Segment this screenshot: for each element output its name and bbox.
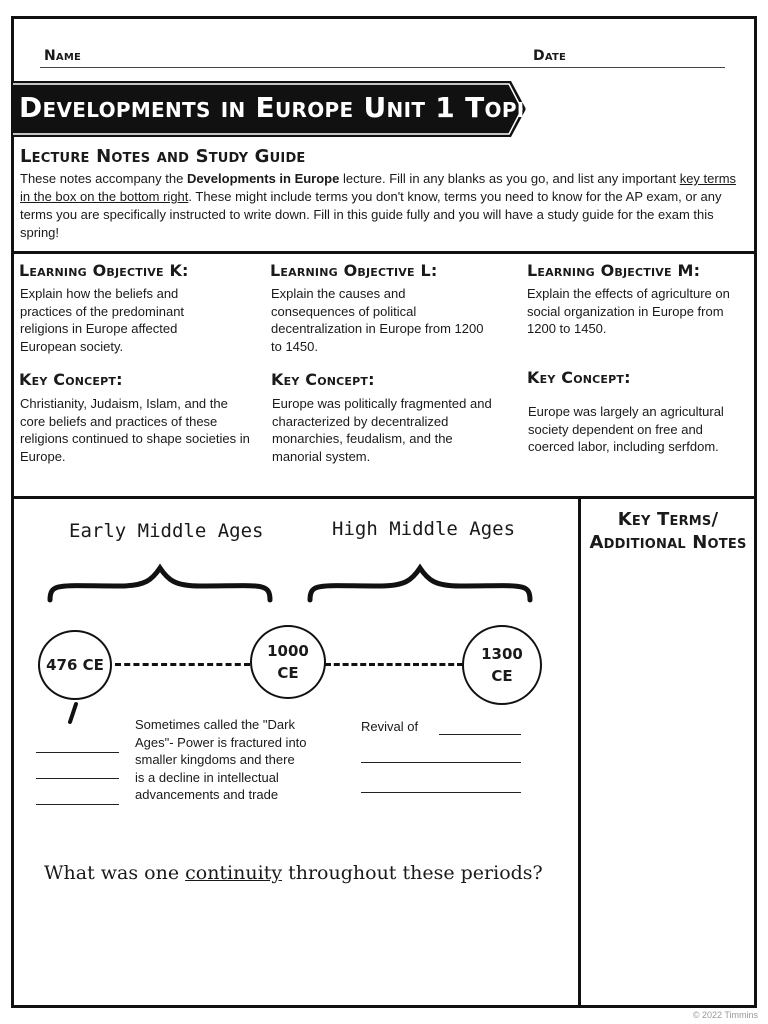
timeline-dash-2 — [325, 663, 463, 666]
section-title: Lecture Notes and Study Guide — [20, 146, 306, 167]
date-1000-label: 1000 CE — [267, 642, 309, 682]
objective-m-title: Learning Objective M: — [527, 261, 701, 280]
timeline-dash-1 — [115, 663, 250, 666]
copyright-text: © 2022 Timmins — [692, 1010, 758, 1020]
objective-k-text: Explain how the beliefs and practices of the predominant religions in Europe affected European society. — [20, 286, 185, 354]
key-concept-k-title: Key Concept: — [19, 370, 123, 389]
key-terms-title: Key Terms/ Additional Notes — [589, 509, 747, 553]
key-concept-k-text: Christianity, Judaism, Islam, and the core beliefs and practices of these religions continued to shape societies in Europe. — [20, 396, 250, 464]
continuity-question — [44, 862, 543, 884]
intro-paragraph — [20, 170, 740, 242]
name-label: Name — [44, 48, 82, 64]
intro-bold-lecture: Developments in Europe — [186, 171, 340, 186]
blank-line-revival-3[interactable] — [361, 792, 521, 793]
key-concept-l-title: Key Concept: — [271, 370, 375, 389]
high-brace-icon — [300, 560, 540, 608]
question-text-after: throughout these periods? — [282, 862, 543, 884]
era-high-middle-ages: High Middle Ages — [332, 518, 516, 540]
blank-line-early-2[interactable] — [36, 778, 119, 779]
name-date-line[interactable] — [40, 67, 725, 68]
key-terms-writing-area[interactable] — [584, 560, 754, 1004]
objective-l-text: Explain the causes and consequences of political decentralization in Europe from 1200 to 1450. — [271, 286, 484, 354]
divider-objectives — [11, 496, 757, 499]
objective-l-title: Learning Objective L: — [270, 261, 438, 280]
divider-header — [11, 251, 757, 254]
blank-line-early-3[interactable] — [36, 804, 119, 805]
early-brace-icon — [40, 560, 280, 608]
page-title: Developments in Europe Unit 1 Topic 6 — [19, 91, 570, 124]
question-keyword: continuity — [185, 862, 283, 884]
early-middle-ages-note: Sometimes called the "Dark Ages"- Power is fractured into smaller kingdoms and there is a decline in intellectual advancements and trade — [135, 717, 307, 802]
intro-text-2: lecture. Fill in any blanks as you go, and list any important — [339, 171, 680, 186]
key-concept-m-title: Key Concept: — [527, 368, 631, 387]
key-concept-m-text: Europe was largely an agricultural society dependent on free and coerced labor, including serfdom. — [528, 404, 724, 454]
tick-mark-icon — [64, 700, 80, 726]
divider-key-terms — [578, 496, 581, 1008]
title-banner — [11, 81, 570, 137]
blank-line-early-1[interactable] — [36, 752, 119, 753]
revival-label: Revival of — [361, 719, 419, 734]
key-concept-l-text: Europe was politically fragmented and characterized by decentralized monarchies, feudalism, and the manorial system. — [272, 396, 492, 464]
timeline-date-476 — [38, 630, 112, 700]
blank-line-revival-2[interactable] — [361, 762, 521, 763]
intro-text-1: These notes accompany the — [20, 171, 187, 186]
blank-line-revival-1[interactable] — [439, 734, 521, 735]
date-1300-label: 1300 CE — [481, 645, 523, 685]
era-early-middle-ages: Early Middle Ages — [69, 520, 264, 542]
timeline-date-1300 — [462, 625, 542, 705]
date-label: Date — [533, 48, 567, 64]
objective-k-title: Learning Objective K: — [19, 261, 189, 280]
intro-key-terms-link: key terms in the box on the bottom right — [20, 171, 737, 204]
question-text-before: What was one — [44, 862, 186, 884]
timeline-date-1000 — [250, 625, 326, 699]
objective-m-text: Explain the effects of agriculture on social organization in Europe from 1200 to 1450. — [527, 286, 730, 336]
intro-text-3: . These might include terms you don't know, terms you need to know for the AP exam, or any terms you are specifically instructed to write down. Fill in this guide fully and you will have a study guide for the exam this spring! — [20, 189, 722, 240]
date-476-label: 476 CE — [46, 656, 104, 674]
